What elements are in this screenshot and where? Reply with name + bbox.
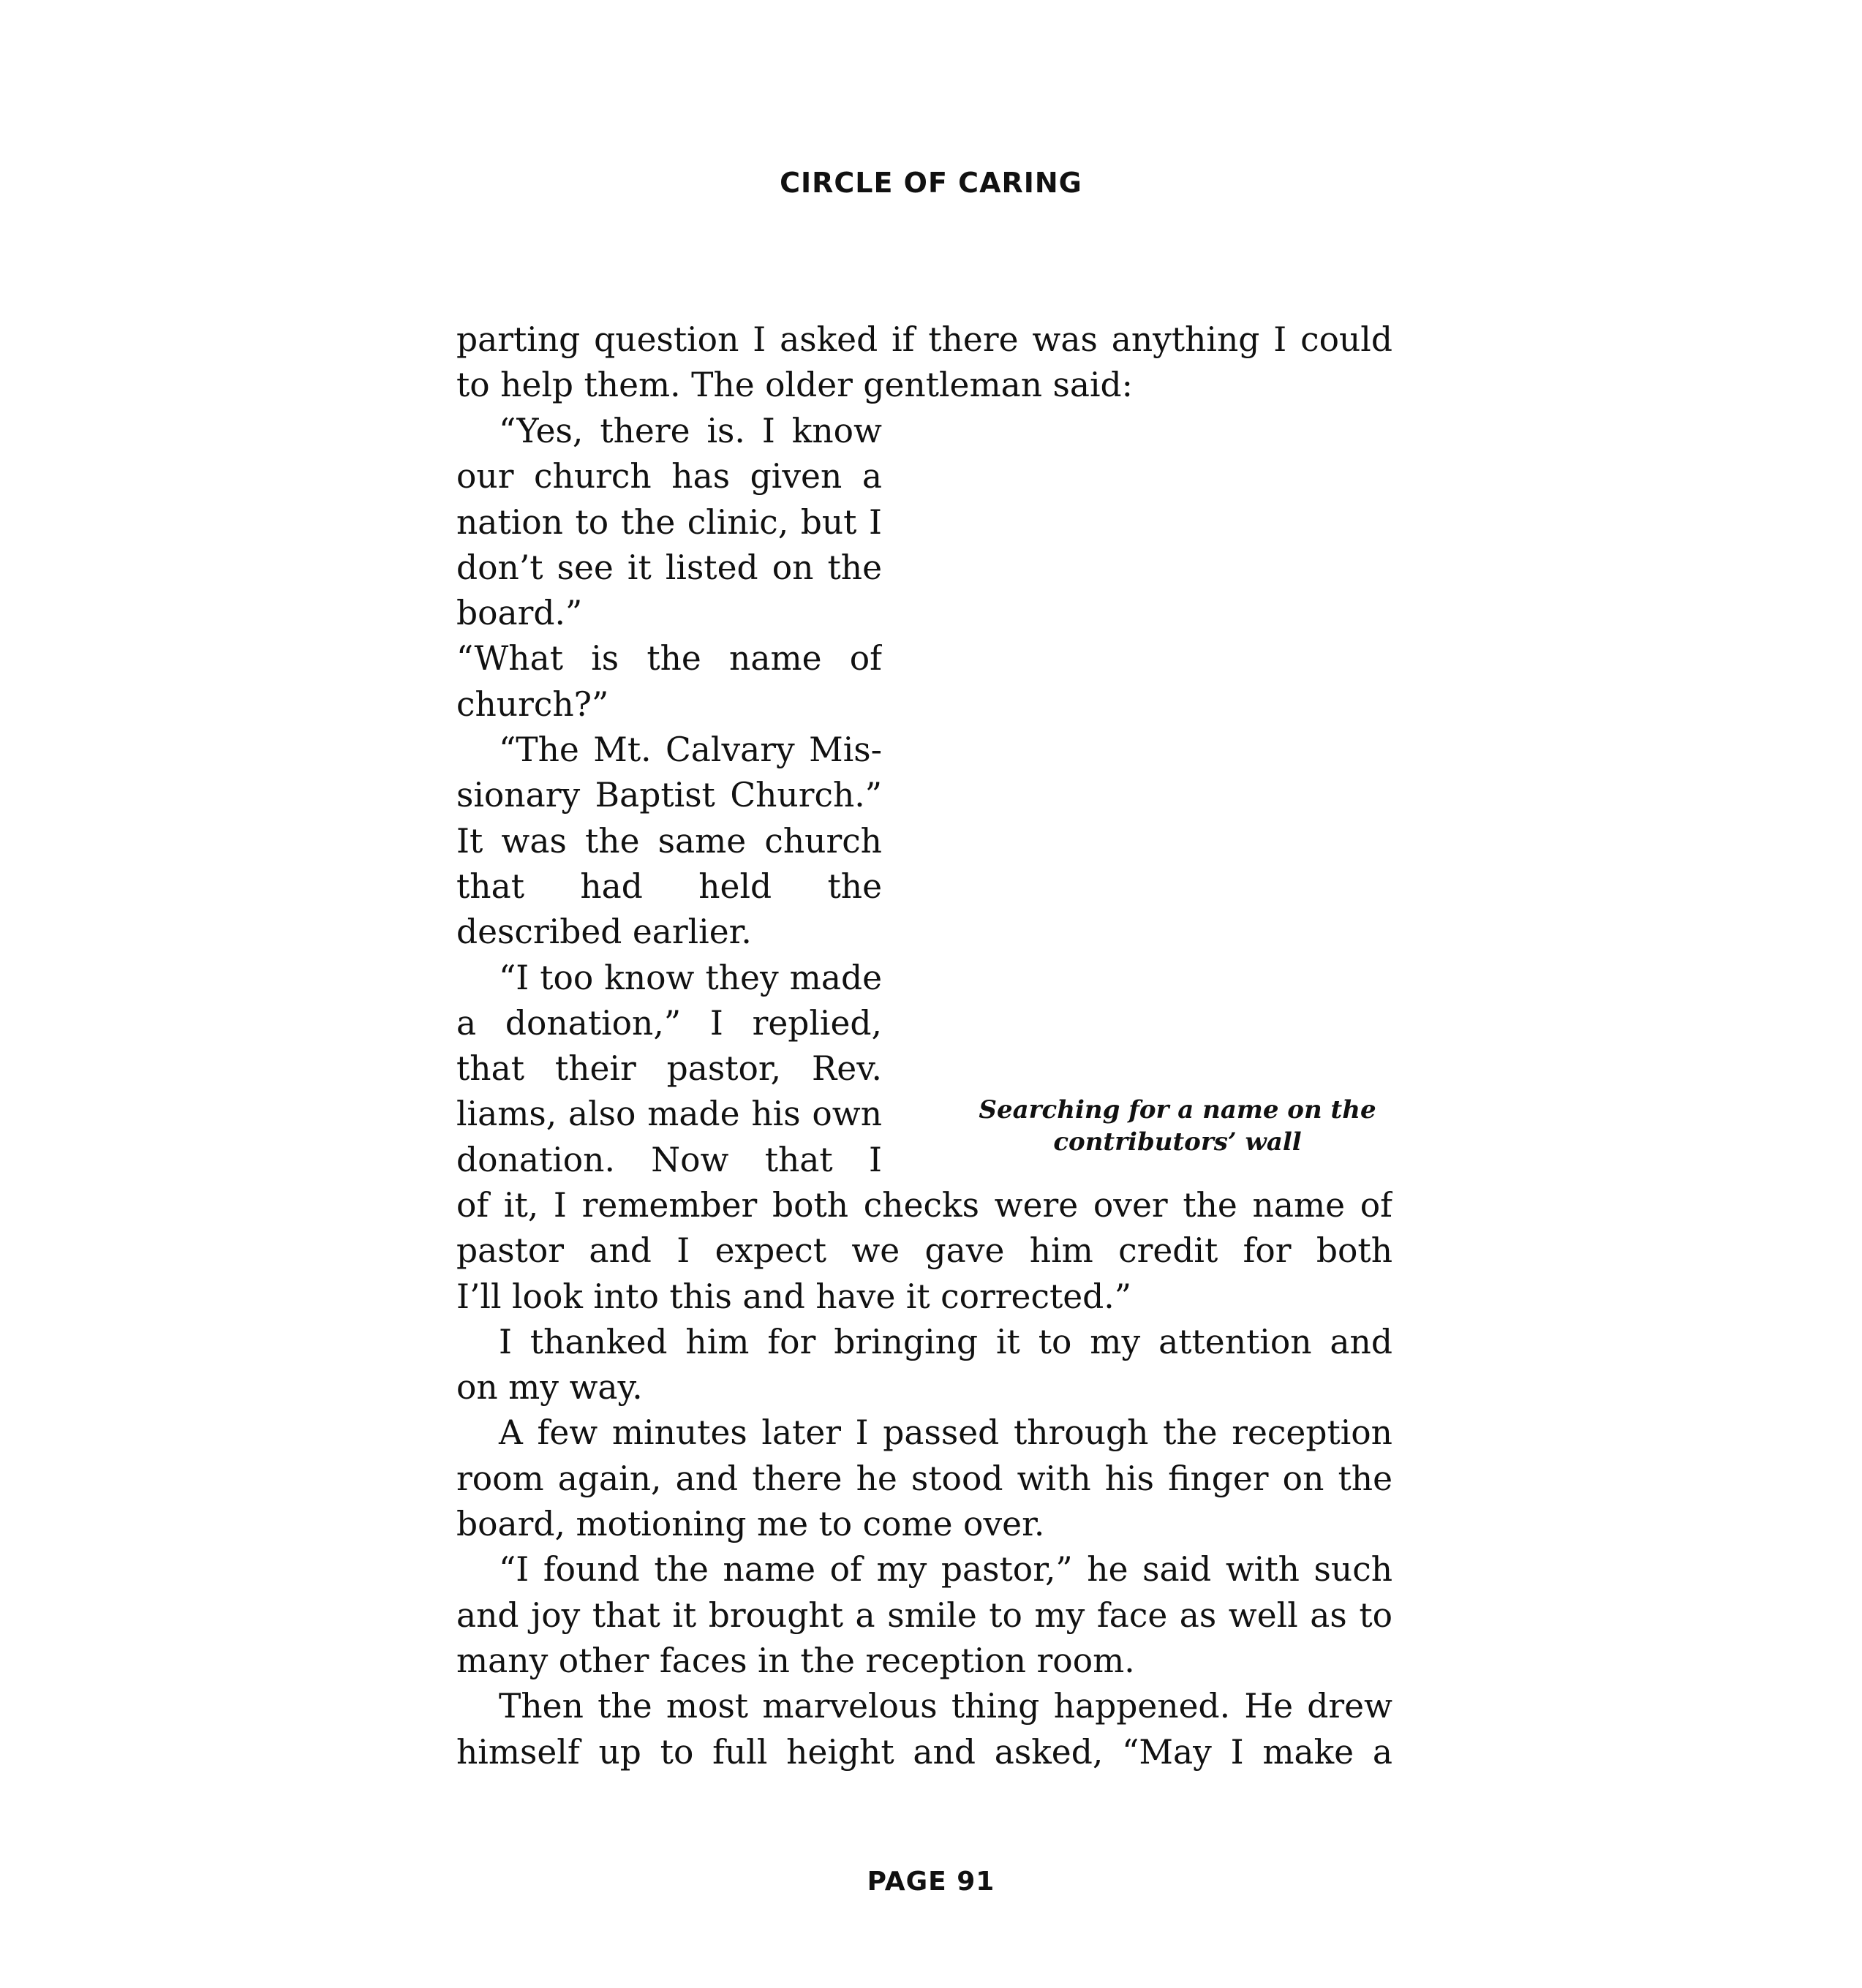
text-line: nation to the clinic, but I bbox=[456, 502, 882, 542]
text-line: room again, and there he stood with his finger on the bbox=[456, 1459, 1392, 1498]
text-line: board, motioning me to come over. bbox=[456, 1505, 1045, 1544]
text-line: board.” bbox=[456, 594, 583, 633]
running-head: CIRCLE OF CARING bbox=[780, 167, 1082, 199]
text-line: donation. Now that I bbox=[456, 1140, 882, 1179]
text-line: sionary Baptist Church.” bbox=[456, 776, 882, 815]
text-line: liams, also made his own bbox=[456, 1095, 882, 1134]
text-line: It was the same church bbox=[456, 821, 882, 861]
text-line: don’t see it listed on the bbox=[456, 548, 882, 587]
text-line: “Yes, there is. I know bbox=[499, 412, 882, 450]
text-line: to help them. The older gentleman said: bbox=[456, 366, 1133, 405]
text-line: pastor and I expect we gave him credit for both bbox=[456, 1231, 1392, 1271]
photo-caption bbox=[914, 1094, 1441, 1158]
caption-line: Searching for a name on the bbox=[979, 1095, 1376, 1125]
text-line: church?” bbox=[456, 684, 609, 724]
body-text-top bbox=[456, 317, 1392, 409]
text-line: that their pastor, Rev. bbox=[456, 1049, 882, 1089]
text-line: a donation,” I replied, bbox=[456, 1003, 882, 1043]
body-text-narrow-column bbox=[456, 409, 882, 1183]
text-line: that had held the bbox=[456, 866, 882, 906]
text-line: Then the most marvelous thing happened. He drew bbox=[499, 1687, 1392, 1726]
text-line: I thanked him for bringing it to my attention and bbox=[499, 1322, 1392, 1361]
text-line: parting question I asked if there was anything I could bbox=[456, 320, 1392, 359]
body-text-bottom bbox=[456, 1183, 1392, 1775]
text-line: described earlier. bbox=[456, 912, 752, 952]
text-line: himself up to full height and asked, “May I make a bbox=[456, 1732, 1392, 1772]
text-line: “I found the name of my pastor,” he said with such bbox=[499, 1550, 1392, 1590]
caption-line: contributors’ wall bbox=[1053, 1127, 1302, 1157]
text-line: “What is the name of bbox=[456, 639, 882, 679]
text-line: of it, I remember both checks were over the name of bbox=[456, 1186, 1392, 1225]
text-line: “The Mt. Calvary Mis- bbox=[499, 730, 882, 770]
text-line: A few minutes later I passed through the reception bbox=[499, 1413, 1392, 1453]
page-number: PAGE 91 bbox=[867, 1867, 995, 1897]
text-line: and joy that it brought a smile to my face as well as to bbox=[456, 1595, 1392, 1635]
text-line: our church has given a bbox=[456, 457, 882, 496]
text-line: I’ll look into this and have it corrected.” bbox=[456, 1277, 1132, 1316]
text-line: on my way. bbox=[456, 1368, 643, 1407]
text-line: many other faces in the reception room. bbox=[456, 1641, 1135, 1680]
text-line: “I too know they made bbox=[499, 958, 882, 997]
